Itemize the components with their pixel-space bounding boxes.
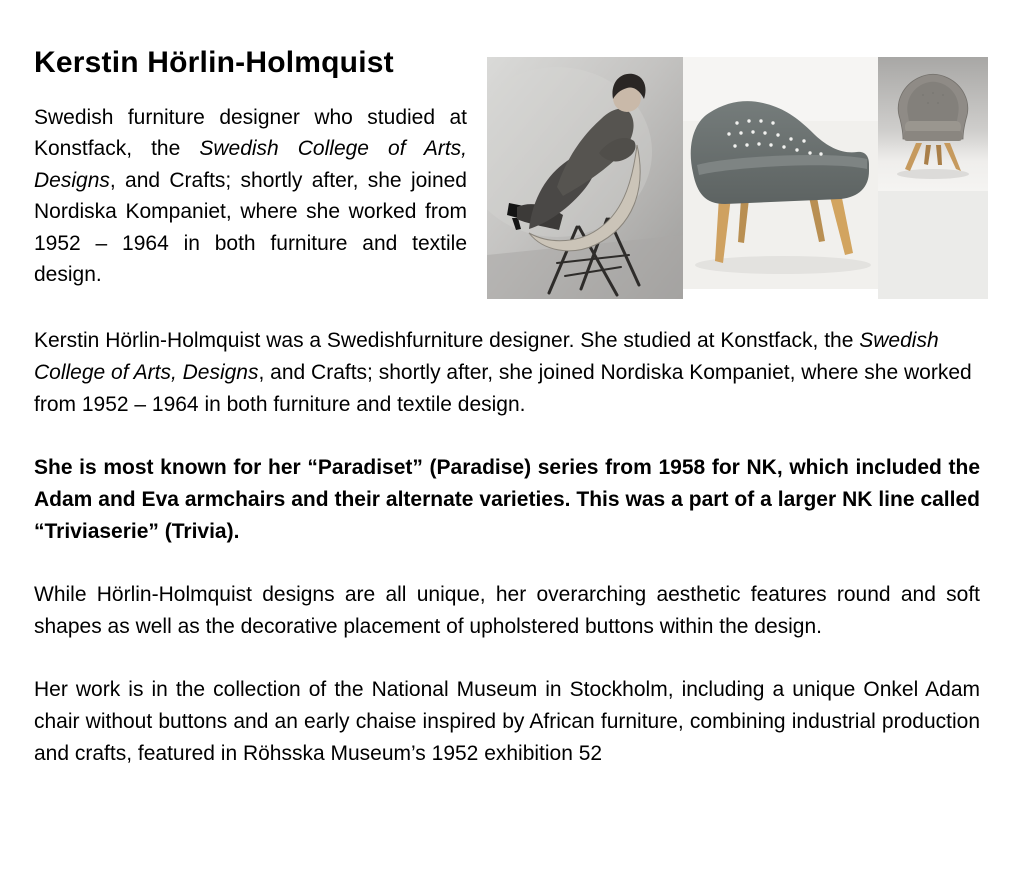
paragraph-aesthetic: While Hörlin-Holmquist designs are all unique, her overarching aesthetic features round and soft shapes as well as the decorative placement of upholstered buttons within the design. <box>34 583 980 638</box>
armchair-photo <box>878 57 988 191</box>
intro-paragraph <box>34 102 467 291</box>
photo-collage <box>487 57 988 299</box>
sofa-graphic <box>683 57 878 289</box>
paragraph-paradiset: She is most known for her “Paradiset” (Paradise) series from 1958 for NK, which included the Adam and Eva armchairs and their alternate varieties. This was a part of a larger NK line called “Triviaserie” (Trivia). <box>34 456 980 543</box>
hero-text-column <box>34 46 467 291</box>
designer-portrait-photo <box>487 57 683 299</box>
floor-shadow <box>897 169 969 179</box>
paragraph-bio <box>34 325 980 421</box>
collage-background-block <box>878 191 988 299</box>
intro-italic-text: Swedish College of Arts, Designs <box>34 137 467 192</box>
bio-text-start: Kerstin Hörlin-Holmquist was a Swedishfurniture designer. She studied at Konstfack, the <box>34 329 860 352</box>
armchair-graphic <box>878 57 988 191</box>
bio-text-end: , and Crafts; shortly after, she joined Nordiska Kompaniet, where she worked from 1952 – 1964 in both furniture and textile design. <box>34 361 972 416</box>
body-section <box>34 325 980 770</box>
intro-text-start: Swedish furniture designer who studied at Konstfack, the <box>34 105 467 160</box>
paradiset-sofa-photo <box>683 57 878 289</box>
cone-chair-portrait-graphic <box>487 57 683 299</box>
paragraph-collection: Her work is in the collection of the National Museum in Stockholm, including a unique Onkel Adam chair without buttons and an early chaise inspired by African furniture, combining industrial production and crafts, featured in Röhsska Museum’s 1952 exhibition 52 <box>34 678 980 765</box>
hero-section <box>34 46 980 299</box>
intro-text-end: , and Crafts; shortly after, she joined Nordiska Kompaniet, where she worked from 1952 – 1964 in both furniture and textile design. <box>34 168 467 286</box>
bio-italic-text: Swedish College of Arts, Designs <box>34 329 939 384</box>
page-title: Kerstin Hörlin-Holmquist <box>34 46 394 79</box>
